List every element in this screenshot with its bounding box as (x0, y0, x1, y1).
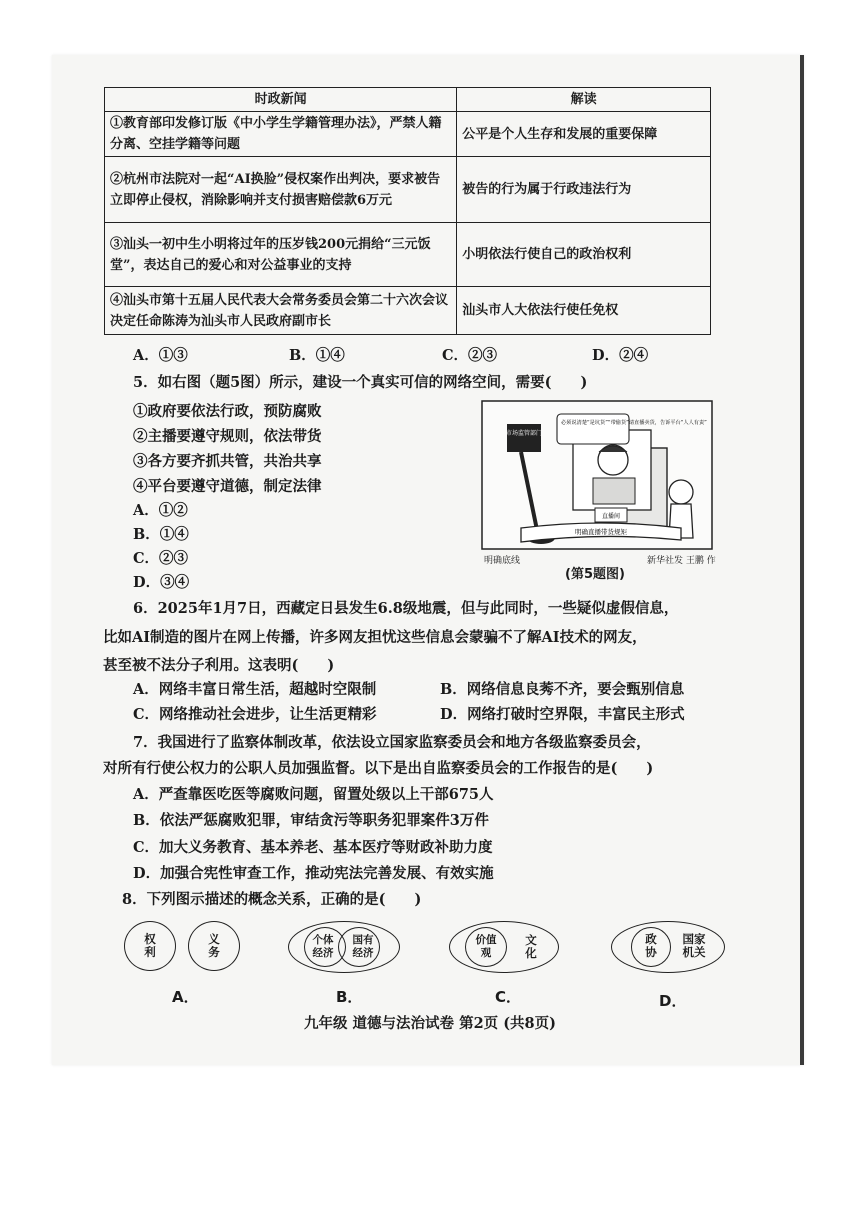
cartoon-caption: (第5题图) (565, 567, 625, 582)
label-individual-economy: 个体 经济 (312, 934, 334, 959)
q6-option-c[interactable]: C．网络推动社会进步，让生活更精彩 (133, 706, 377, 723)
q6-option-b[interactable]: B．网络信息良莠不齐，要会甄别信息 (440, 681, 685, 698)
news-cell: ③汕头一初中生小明将过年的压岁钱200元捐给“三元饭堂”，表达自己的爱心和对公益事业的支持 (105, 223, 457, 287)
news-cell: ④汕头市第十五届人民代表大会常务委员会第二十六次会议决定任命陈涛为汕头市人民政府副市长 (105, 287, 457, 335)
label-duties: 义 务 (208, 932, 220, 959)
label-values: 价值 观 (475, 934, 497, 959)
q4-option-a[interactable]: A．①③ (133, 347, 188, 364)
q8-diagram-b[interactable] (288, 921, 400, 973)
svg-text:明确直播带货规矩: 明确直播带货规矩 (575, 528, 627, 536)
svg-text:必须说清楚“是坑货”“带偷货”请直播卖货，告诉平台“人人有责: 必须说清楚“是坑货”“带偷货”请直播卖货，告诉平台“人人有责” (561, 420, 707, 426)
q7-option-c[interactable]: C．加大义务教育、基本养老、基本医疗等财政补助力度 (133, 839, 493, 856)
header-interpret: 解读 (457, 88, 711, 112)
news-table (104, 87, 711, 335)
table-row (105, 112, 711, 157)
label-culture: 文 化 (525, 933, 537, 960)
q6-line-1: 6．2025年1月7日，西藏定日县发生6.8级地震，但与此同时，一些疑似虚假信息， (133, 600, 679, 617)
q5-cartoon-image (481, 400, 713, 576)
q6-option-a[interactable]: A．网络丰富日常生活，超越时空限制 (133, 681, 377, 698)
table-row (105, 287, 711, 335)
table-row (105, 223, 711, 287)
q8-option-b[interactable]: B． (336, 988, 363, 1006)
interpret-cell: 小明依法行使自己的政治权利 (457, 223, 711, 287)
table-header-row (105, 88, 711, 112)
label-rights: 权 利 (144, 932, 156, 959)
interpret-cell: 被告的行为属于行政违法行为 (457, 157, 711, 223)
q6-option-d[interactable]: D．网络打破时空界限，丰富民主形式 (440, 706, 685, 723)
interpret-cell: 公平是个人生存和发展的重要保障 (457, 112, 711, 157)
q8-diagram-c[interactable] (449, 921, 559, 973)
q5-statement-4: ④平台要遵守道德，制定法律 (133, 478, 322, 495)
q5-option-b[interactable]: B．①④ (133, 526, 189, 543)
cartoon-credit-right: 新华社发 王鹏 作 (647, 556, 716, 566)
q8-diagram-a[interactable] (124, 921, 244, 971)
cartoon-credit-left: 明确底线 (484, 556, 521, 566)
news-cell: ①教育部印发修订版《中小学生学籍管理办法》，严禁人籍分离、空挂学籍等问题 (105, 112, 457, 157)
q5-option-d[interactable]: D．③④ (133, 574, 190, 591)
q7-line-1: 7．我国进行了监察体制改革，依法设立国家监察委员会和地方各级监察委员会， (133, 734, 651, 751)
news-cell: ②杭州市法院对一起“AI换脸”侵权案作出判决，要求被告立即停止侵权，消除影响并支付损害赔偿款6万元 (105, 157, 457, 223)
q8-option-a[interactable]: A． (172, 988, 199, 1006)
q7-option-a[interactable]: A．严查靠医吃医等腐败问题，留置处级以上干部675人 (133, 786, 494, 803)
q5-stem: 5．如右图（题5图）所示，建设一个真实可信的网络空间，需要( ) (133, 374, 588, 391)
q8-option-d[interactable]: D． (659, 992, 687, 1010)
page-footer: 九年级 道德与法治试卷 第2页 (共8页) (303, 1015, 557, 1032)
q4-option-d[interactable]: D．②④ (592, 347, 649, 364)
label-state-organs: 国家 机关 (682, 932, 706, 959)
q8-stem: 8．下列图示描述的概念关系，正确的是( ) (122, 891, 422, 908)
q6-line-3: 甚至被不法分子利用。这表明( ) (103, 657, 335, 674)
q8-diagram-d[interactable] (611, 921, 725, 973)
q6-line-2: 比如AI制造的图片在网上传播，许多网友担忧这些信息会蒙骗不了解AI技术的网友， (103, 629, 647, 646)
q7-line-2: 对所有行使公权力的公职人员加强监督。以下是出自监察委员会的工作报告的是( ) (103, 760, 654, 777)
q5-statement-2: ②主播要遵守规则，依法带货 (133, 428, 322, 445)
q5-option-c[interactable]: C．②③ (133, 550, 189, 567)
svg-text:市场监管部门: 市场监管部门 (505, 430, 543, 437)
svg-text:直播间: 直播间 (601, 513, 621, 520)
label-cppcc: 政 协 (645, 932, 657, 959)
header-news: 时政新闻 (105, 88, 457, 112)
table-row (105, 157, 711, 223)
q4-option-c[interactable]: C．②③ (442, 347, 498, 364)
q7-option-d[interactable]: D．加强合宪性审查工作，推动宪法完善发展、有效实施 (133, 865, 494, 882)
q8-option-c[interactable]: C． (495, 988, 522, 1006)
scan-edge (800, 55, 804, 1065)
q4-option-b[interactable]: B．①④ (289, 347, 345, 364)
interpret-cell: 汕头市人大依法行使任免权 (457, 287, 711, 335)
q7-option-b[interactable]: B．依法严惩腐败犯罪，审结贪污等职务犯罪案件3万件 (133, 812, 489, 829)
label-state-economy: 国有 经济 (352, 934, 374, 959)
q5-statement-3: ③各方要齐抓共管，共治共享 (133, 453, 322, 470)
q5-statement-1: ①政府要依法行政，预防腐败 (133, 403, 322, 420)
q5-option-a[interactable]: A．①② (133, 502, 188, 519)
